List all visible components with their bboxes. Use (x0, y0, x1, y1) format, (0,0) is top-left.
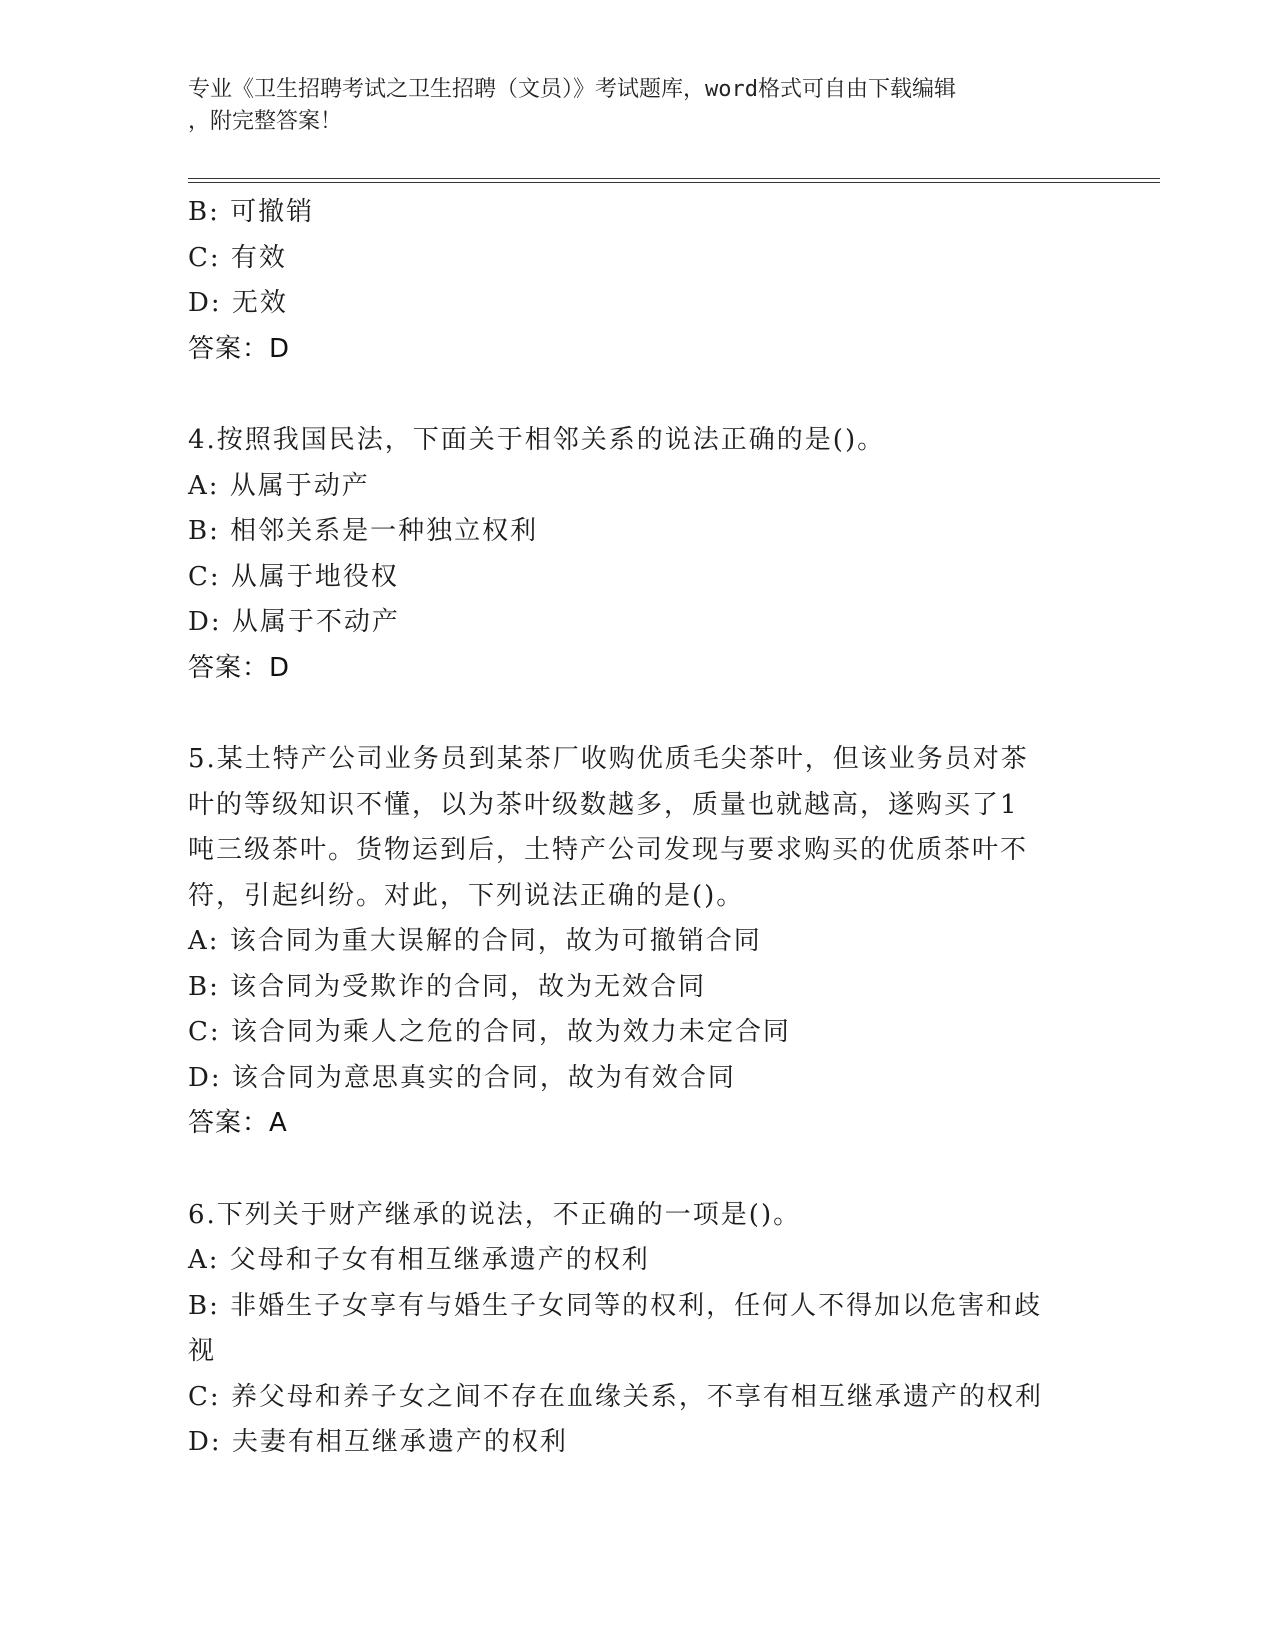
q5-option-b: B: 该合同为受欺诈的合同，故为无效合同 (188, 971, 707, 1002)
q3-option-b: B: 可撤销 (188, 197, 315, 227)
header-title-line-2: ，附完整答案！ (188, 109, 343, 134)
q5-stem-line-1: 5.某土特产公司业务员到某茶厂收购优质毛尖茶叶，但该业务员对茶 (188, 744, 1029, 774)
q4-option-c: C: 从属于地役权 (188, 561, 399, 592)
q6-option-b-line-1: B: 非婚生子女享有与婚生子女同等的权利，任何人不得加以危害和歧 (188, 1290, 1043, 1321)
question-3-continued (188, 190, 1088, 372)
q4-option-a: A: 从属于动产 (188, 470, 370, 501)
q3-answer: 答案：D (188, 333, 291, 364)
q6-option-a: A: 父母和子女有相互继承遗产的权利 (188, 1245, 650, 1275)
question-6 (188, 1193, 1088, 1466)
q5-answer: 答案：A (188, 1108, 288, 1138)
q4-answer: 答案：D (188, 652, 291, 683)
header-divider (188, 178, 1160, 183)
q5-stem-line-4: 符，引起纠纷。对此，下列说法正确的是()。 (188, 880, 745, 911)
question-5 (188, 737, 1088, 1147)
q6-option-d: D: 夫妻有相互继承遗产的权利 (188, 1427, 568, 1457)
q6-option-c: C: 养父母和养子女之间不存在血缘关系，不享有相互继承遗产的权利 (188, 1381, 1043, 1412)
q3-option-c: C: 有效 (188, 242, 287, 273)
q4-option-d: D: 从属于不动产 (188, 607, 400, 637)
spacer (188, 372, 1088, 418)
q5-option-a: A: 该合同为重大误解的合同，故为可撤销合同 (188, 926, 762, 956)
header-title-line-1: 专业《卫生招聘考试之卫生招聘（文员）》考试题库，word格式可自由下载编辑 (188, 77, 956, 102)
q5-option-c: C: 该合同为乘人之危的合同，故为效力未定合同 (188, 1017, 791, 1047)
q3-option-d: D: 无效 (188, 288, 288, 318)
spacer (188, 1147, 1088, 1193)
q6-option-b-line-2: 视 (188, 1336, 217, 1366)
question-content (188, 190, 1088, 1466)
q5-stem-line-2: 叶的等级知识不懂，以为茶叶级数越多，质量也就越高，遂购买了1 (188, 789, 1019, 820)
q4-stem: 4.按照我国民法，下面关于相邻关系的说法正确的是()。 (188, 425, 886, 455)
q5-option-d: D: 该合同为意思真实的合同，故为有效合同 (188, 1062, 736, 1093)
q5-stem-line-3: 吨三级茶叶。货物运到后，土特产公司发现与要求购买的优质茶叶不 (188, 835, 1029, 865)
spacer (188, 691, 1088, 737)
question-4 (188, 418, 1088, 691)
q4-option-b: B: 相邻关系是一种独立权利 (188, 516, 539, 546)
q6-stem: 6.下列关于财产继承的说法，不正确的一项是()。 (188, 1199, 802, 1230)
document-header (188, 74, 1088, 138)
